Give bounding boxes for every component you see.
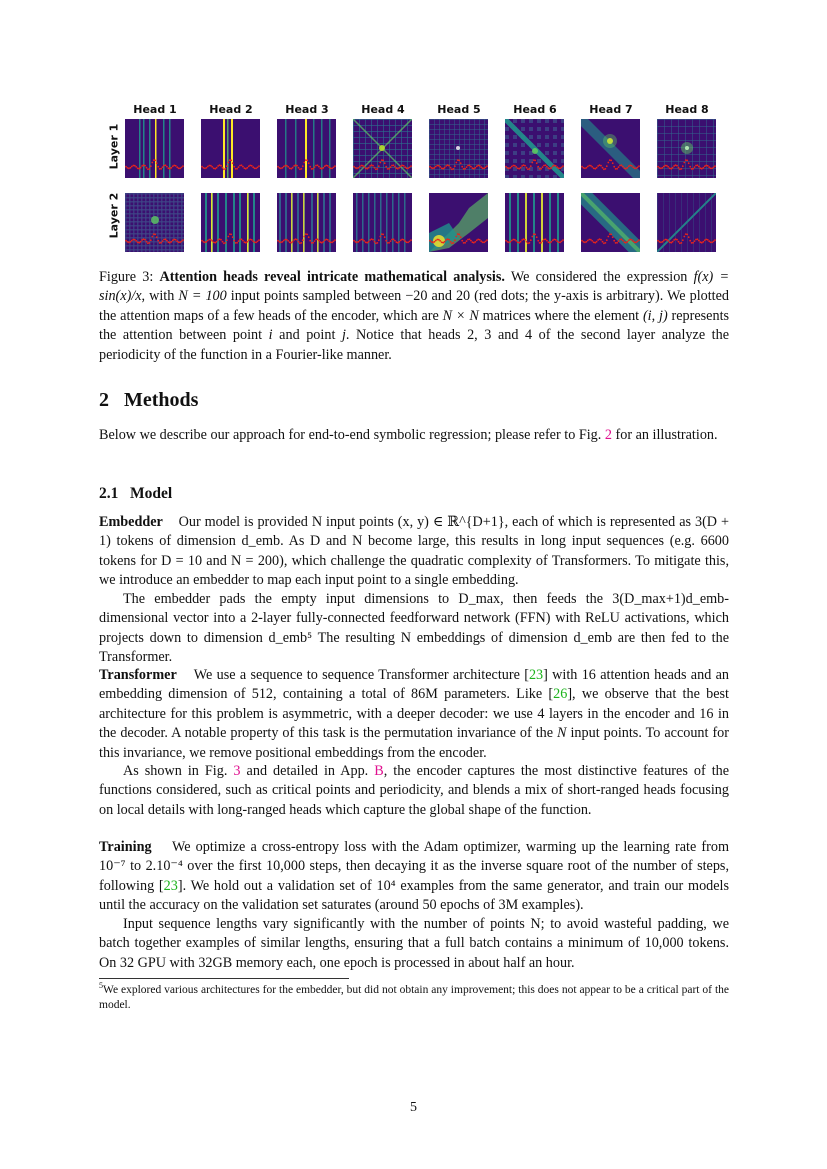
training-text: ]. We hold out a validation set of xyxy=(177,877,372,894)
head-label-2: Head 2 xyxy=(209,103,253,116)
citation-link[interactable]: 26 xyxy=(553,686,568,703)
caption-text: input points sampled between −20 and 20 (red dots; the y-axis is arbitrary). We plotted the attention maps of a few heads of the encoder, which are xyxy=(99,288,730,324)
transformer-text: As shown in Fig. xyxy=(123,763,228,779)
caption-text: . Notice that heads 2, 3 and 4 of the second layer analyze the periodicity of the function in a Fourier-like manner. xyxy=(99,327,730,363)
attention-map-layer-2-head-7 xyxy=(581,193,640,252)
training-paragraph-2 xyxy=(99,915,729,973)
embedder-paragraph-1 xyxy=(99,513,729,591)
intro-text: Below we describe our approach for end-to-end symbolic regression; please refer to Fig. xyxy=(99,427,602,443)
embedder-heading: Embedder xyxy=(99,514,163,530)
figure-caption xyxy=(99,268,729,365)
subsection-title: Model xyxy=(130,485,173,502)
row-label-layer-2: Layer 2 xyxy=(107,192,121,239)
subsection-number: 2.1 xyxy=(99,485,119,502)
attention-map-layer-1-head-5 xyxy=(429,119,488,178)
footnote xyxy=(99,983,729,1013)
math-val: 10⁴ xyxy=(376,877,396,894)
caption-text: , with xyxy=(141,288,175,305)
attention-map-layer-1-head-1 xyxy=(125,119,184,178)
transformer-text: ], we observe that the best architecture for this problem is asymmetric, with a deeper decoder: we use 4 layers in the encoder and 16 in the decoder. A notable property of this task is the permutation invariance of the xyxy=(99,686,729,742)
caption-math: j xyxy=(341,327,346,344)
training-heading: Training xyxy=(99,839,152,855)
footnote-text: We explored various architectures for the embedder, but did not obtain any improvement; this does not appear to be a critical part of the model. xyxy=(99,984,729,1011)
attention-map-layer-2-head-8 xyxy=(657,193,716,252)
citation-link[interactable]: 23 xyxy=(163,877,178,894)
embedder-paragraph-2 xyxy=(99,590,729,668)
caption-bold: Attention heads reveal intricate mathematical analysis. xyxy=(159,269,505,285)
head-label-1: Head 1 xyxy=(133,103,177,116)
transformer-text: and detailed in App. xyxy=(246,763,369,779)
section-title: Methods xyxy=(124,389,199,411)
attention-map-layer-2-head-5 xyxy=(429,193,488,252)
caption-text: represents the attention between point xyxy=(99,307,730,344)
attention-map-layer-1-head-3 xyxy=(277,119,336,178)
section-heading xyxy=(99,389,198,412)
attention-map-layer-2-head-2 xyxy=(201,193,260,252)
caption-math: i xyxy=(268,327,273,344)
math-lr: 10⁻⁷ xyxy=(99,858,126,875)
attention-map-layer-2-head-3 xyxy=(277,193,336,252)
attention-map-layer-1-head-4 xyxy=(353,119,412,178)
caption-math: N × N xyxy=(442,307,479,324)
fig-ref-link[interactable]: 2 xyxy=(604,427,612,443)
attention-map-layer-1-head-7 xyxy=(581,119,640,178)
head-label-4: Head 4 xyxy=(361,103,405,116)
attention-map-layer-1-head-2 xyxy=(201,119,260,178)
caption-text: matrices where the element xyxy=(482,307,640,324)
math-lr: 2.10⁻⁴ xyxy=(145,858,183,875)
head-label-3: Head 3 xyxy=(285,103,329,116)
caption-math: f(x) = sin(x)/x xyxy=(99,269,730,305)
head-label-8: Head 8 xyxy=(665,103,709,116)
transformer-text: ] with 16 attention heads and an embedding dimension of 512, containing a total of 86M parameters. Like [ xyxy=(99,667,729,703)
intro-text: for an illustration. xyxy=(615,427,718,443)
transformer-paragraph-1 xyxy=(99,666,729,763)
attention-map-layer-1-head-8 xyxy=(657,119,716,178)
attention-map-layer-2-head-6 xyxy=(505,193,564,252)
embedder-text: The embedder pads the empty input dimensions to D_max, then feeds the 3(D_max+1)d_emb-dimensional vector into a 2-layer fully-connected feedforward network (FFN) with ReLU activations, which projects down to dimension d_emb⁵ The resulting N embeddings of dimension d_emb are then fed to the Transformer. xyxy=(99,591,729,666)
row-label-layer-1: Layer 1 xyxy=(107,123,121,170)
caption-label: Figure 3: xyxy=(99,269,154,285)
caption-text: and point xyxy=(279,327,336,344)
transformer-paragraph-2 xyxy=(99,762,729,820)
training-text: Input sequence lengths vary significantly with the number of points N; to avoid wasteful padding, we batch together examples of similar lengths, ensuring that a full batch contains a minimum of 10,000 tokens. On 32 GPU with 32GB memory each, one epoch is processed in about half an hour. xyxy=(99,916,729,971)
head-label-5: Head 5 xyxy=(437,103,481,116)
training-text: over the first 10,000 steps, then decaying it as the inverse square root of the number of steps, following [ xyxy=(99,858,730,894)
training-paragraph-1 xyxy=(99,838,729,916)
transformer-heading: Transformer xyxy=(99,667,177,683)
subsection-heading xyxy=(99,485,172,503)
head-label-6: Head 6 xyxy=(513,103,557,116)
fig-ref-link[interactable]: 3 xyxy=(233,763,241,779)
training-text: to xyxy=(130,858,142,875)
caption-text: We considered the expression xyxy=(510,269,688,285)
attention-map-layer-2-head-4 xyxy=(353,193,412,252)
intro-paragraph xyxy=(99,426,729,445)
footnote-mark: 5 xyxy=(99,981,104,991)
footnote-rule xyxy=(99,978,349,979)
embedder-text: Our model is provided N input points (x, y) ∈ ℝ^{D+1}, each of which is represented as 3(D + 1) tokens of dimension d_emb. As D and N become large, this results in long input sequences (e.g. 6600 tokens for D = 10 and N = 200), which challenge the quadratic complexity of Transformers. To mitigate this, we introduce an embedder to map each input point to a single embedding. xyxy=(99,514,729,589)
appendix-ref-link[interactable]: B xyxy=(374,763,384,779)
attention-map-layer-1-head-6 xyxy=(505,119,564,178)
training-text: We optimize a cross-entropy loss with the Adam optimizer, warming up the learning rate from xyxy=(171,839,729,855)
citation-link[interactable]: 23 xyxy=(528,667,544,683)
caption-math: N = 100 xyxy=(178,288,227,305)
transformer-text: input points. To account for this invariance, we remove positional embeddings from the encoder. xyxy=(99,725,729,761)
section-number: 2 xyxy=(99,389,109,411)
caption-math: (i, j) xyxy=(642,307,668,324)
training-text: examples from the same generator, and train our models until the accuracy on the validation set saturates (around 50 epochs of 3M examples). xyxy=(99,877,730,914)
head-label-7: Head 7 xyxy=(589,103,633,116)
math-n: N xyxy=(557,725,567,742)
page-number: 5 xyxy=(410,1100,417,1115)
transformer-text: , the encoder captures the most distinctive features of the functions considered, such as critical points and periodicity, and blends a mix of short-ranged heads focusing on local details with long-ranged heads which capture the global shape of the function. xyxy=(99,763,730,818)
transformer-text: We use a sequence to sequence Transformer architecture [ xyxy=(193,667,529,683)
attention-map-layer-2-head-1 xyxy=(125,193,184,252)
